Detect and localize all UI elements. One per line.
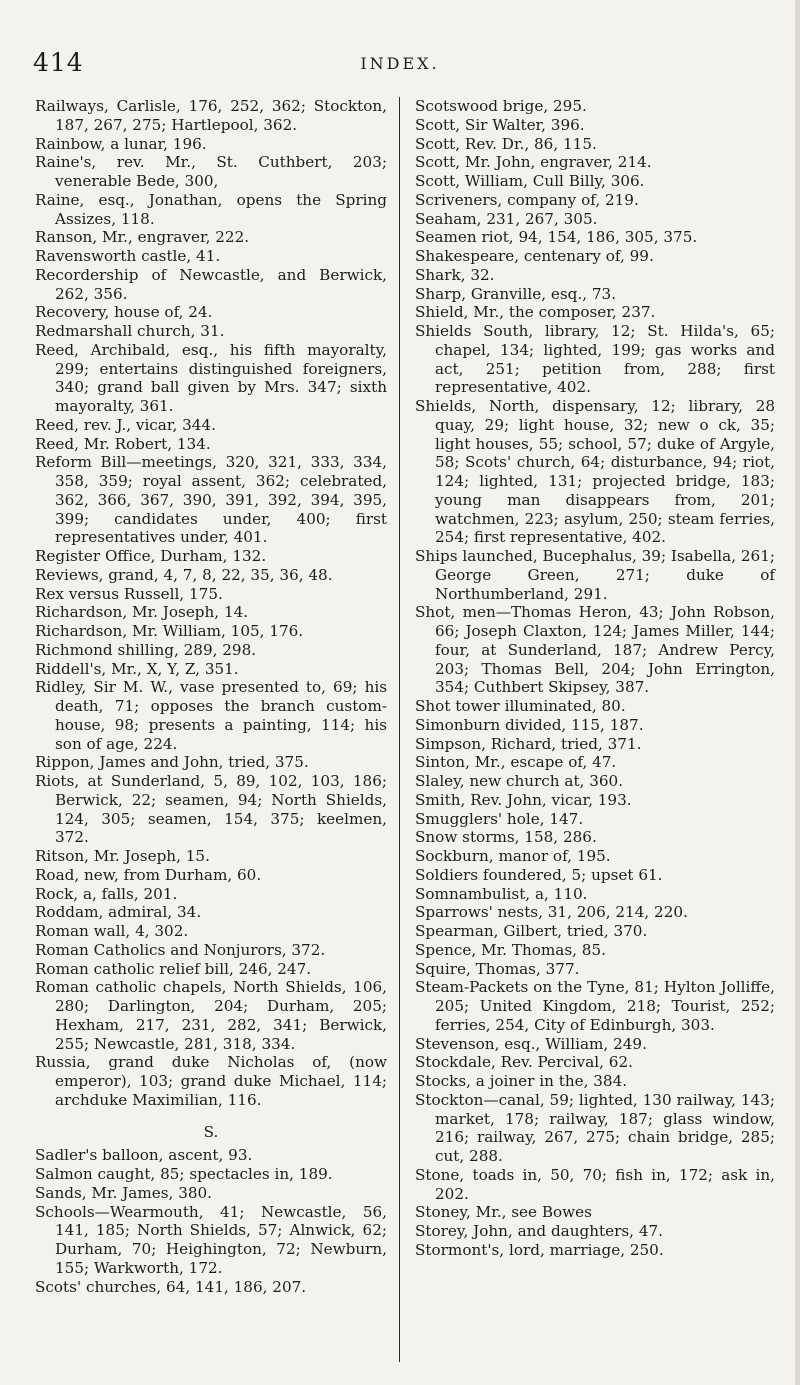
index-entry: Snow storms, 158, 286. [415, 828, 597, 847]
index-entry: Roman Catholics and Nonjurors, 372. [35, 940, 326, 959]
index-entry: Rock, a, falls, 201. [35, 884, 178, 903]
index-entry: Russia, grand duke Nicholas of, (now emperor), 103; grand duke Michael, 114; archduke Maximilian, 116. [35, 1053, 387, 1109]
index-entry: Seamen riot, 94, 154, 186, 305, 375. [415, 228, 698, 247]
index-entry: Register Office, Durham, 132. [35, 547, 267, 565]
index-entry: Stone, toads in, 50, 70; fish in, 172; ask in, 202. [415, 1165, 775, 1203]
section-letter: S. [203, 1122, 219, 1141]
running-head: INDEX. [360, 54, 440, 73]
index-entry: Sinton, Mr., escape of, 47. [415, 753, 617, 772]
index-entry: Recovery, house of, 24. [35, 303, 213, 322]
index-entry: Sockburn, manor of, 195. [415, 847, 611, 865]
index-entry: Scriveners, company of, 219. [415, 190, 639, 209]
index-entry: Roman catholic chapels, North Shields, 106, 280; Darlington, 204; Durham, 205; Hexham, 217, 231, 282, 341; Berwick, 255; Newcastle, 281, 318, 334. [35, 978, 387, 1053]
index-entry: Shakespeare, centenary of, 99. [415, 247, 654, 265]
index-entry: Reed, Mr. Robert, 134. [35, 434, 211, 453]
index-entry: Richardson, Mr. William, 105, 176. [35, 622, 304, 640]
index-entry: Road, new, from Durham, 60. [35, 865, 262, 884]
index-entry: Squire, Thomas, 377. [415, 959, 580, 978]
index-entry: Simonburn divided, 115, 187. [415, 715, 644, 734]
index-entry: Seaham, 231, 267, 305. [415, 209, 598, 228]
index-entry: Roddam, admiral, 34. [35, 903, 202, 922]
index-entry: Reviews, grand, 4, 7, 8, 22, 35, 36, 48. [35, 565, 333, 584]
index-entry: Reed, rev. J., vicar, 344. [35, 415, 216, 434]
index-entry: Sharp, Granville, esq., 73. [415, 284, 617, 303]
index-entry: Scott, Rev. Dr., 86, 115. [415, 134, 597, 153]
index-entry: Sparrows' nests, 31, 206, 214, 220. [415, 903, 688, 922]
page-edge [795, 0, 800, 1385]
index-entry: Reform Bill—meetings, 320, 321, 333, 334, 358, 359; royal assent, 362; celebrated, 362, 366, 367, 390, 391, 392, 394, 395, 399; candidates under, 400; first representatives under, 401. [35, 453, 387, 547]
index-entry: Somnambulist, a, 110. [415, 884, 588, 903]
index-entry: Smugglers' hole, 147. [415, 809, 584, 828]
index-entry: Shields South, library, 12; St. Hilda's, 65; chapel, 134; lighted, 199; gas works and act, 251; petition from, 288; first representative, 402. [415, 322, 775, 397]
index-entry: Roman catholic relief bill, 246, 247. [35, 959, 312, 978]
index-entry: Smith, Rev. John, vicar, 193. [415, 790, 632, 809]
right-column [415, 97, 775, 1260]
index-entry: Raine, esq., Jonathan, opens the Spring Assizes, 118. [35, 190, 387, 228]
index-entry: Stocks, a joiner in the, 384. [415, 1072, 628, 1090]
index-entry: Stockton—canal, 59; lighted, 130 railway, 143; market, 178; railway, 187; glass window, 216; railway, 267, 275; chain bridge, 285; cut, 288. [415, 1090, 775, 1165]
index-entry: Scott, William, Cull Billy, 306. [415, 172, 645, 190]
index-entry: Stormont's, lord, marriage, 250. [415, 1240, 664, 1259]
index-entry: Simpson, Richard, tried, 371. [415, 734, 642, 753]
index-entry: Rippon, James and John, tried, 375. [35, 753, 309, 772]
index-entry: Steam-Packets on the Tyne, 81; Hylton Jolliffe, 205; United Kingdom, 218; Tourist, 252; ferries, 254, City of Edinburgh, 303. [415, 978, 775, 1034]
index-entry: Ranson, Mr., engraver, 222. [35, 228, 250, 247]
index-entry: Shark, 32. [415, 265, 495, 284]
left-column [35, 97, 387, 1296]
index-entry: Raine's, rev. Mr., St. Cuthbert, 203; venerable Bede, 300, [35, 153, 387, 190]
index-entry: Stockdale, Rev. Percival, 62. [415, 1053, 633, 1072]
index-entry: Railways, Carlisle, 176, 252, 362; Stockton, 187, 267, 275; Hartlepool, 362. [35, 97, 387, 134]
index-entry: Spearman, Gilbert, tried, 370. [415, 922, 648, 940]
index-entry: Ravensworth castle, 41. [35, 247, 221, 265]
page-header [0, 48, 800, 78]
index-entry: Stoney, Mr., see Bowes [415, 1203, 592, 1222]
index-entry: Redmarshall church, 31. [35, 322, 225, 340]
index-entry: Roman wall, 4, 302. [35, 922, 189, 940]
index-entry: Spence, Mr. Thomas, 85. [415, 940, 606, 959]
index-entry: Soldiers foundered, 5; upset 61. [415, 865, 663, 884]
page-number: 414 [33, 48, 84, 77]
index-entry: Ships launched, Bucephalus, 39; Isabella, 261; George Green, 271; duke of Northumberland, 291. [415, 547, 775, 603]
index-entry: Salmon caught, 85; spectacles in, 189. [35, 1165, 333, 1183]
index-entry: Recordership of Newcastle, and Berwick, 262, 356. [35, 265, 387, 303]
index-entry: Shield, Mr., the composer, 237. [415, 303, 656, 322]
index-entry: Riddell's, Mr., X, Y, Z, 351. [35, 659, 239, 678]
index-entry: Scotswood brige, 295. [415, 97, 587, 115]
index-entry: Shot, men—Thomas Heron, 43; John Robson, 66; Joseph Claxton, 124; James Miller, 144; four, at Sunderland, 187; Andrew Percy, 203; Thomas Bell, 204; John Errington, 354; Cuthbert Skipsey, 387. [415, 603, 775, 697]
index-entry: Scott, Sir Walter, 396. [415, 115, 585, 134]
index-entry: Riots, at Sunderland, 5, 89, 102, 103, 186; Berwick, 22; seamen, 94; North Shields, 124, 305; seamen, 154, 375; keelmen, 372. [35, 772, 387, 847]
column-divider [399, 97, 400, 1362]
index-entry: Storey, John, and daughters, 47. [415, 1222, 663, 1240]
index-entry: Ridley, Sir M. W., vase presented to, 69; his death, 71; opposes the branch custom-house, 98; presents a painting, 114; his son of age, 224. [35, 678, 387, 753]
index-entry: Schools—Wearmouth, 41; Newcastle, 56, 141, 185; North Shields, 57; Alnwick, 62; Durham, 70; Heighington, 72; Newburn, 155; Warkworth, 172. [35, 1202, 387, 1277]
index-entry: Scott, Mr. John, engraver, 214. [415, 153, 652, 172]
index-entry: Sadler's balloon, ascent, 93. [35, 1146, 253, 1165]
index-entry: Shields, North, dispensary, 12; library, 28 quay, 29; light house, 32; new o ck, 35; light houses, 55; school, 57; duke of Argyle, 58; Scots' church, 64; disturbance, 94; riot, 124; lighted, 131; projected bridge, 183; young man disappears from, 201; watchmen, 223; asylum, 250; steam ferries, 254; first representative, 402. [415, 397, 775, 547]
index-entry: Stevenson, esq., William, 249. [415, 1034, 647, 1053]
index-entry: Ritson, Mr. Joseph, 15. [35, 847, 210, 865]
index-entry: Richardson, Mr. Joseph, 14. [35, 603, 249, 622]
index-entry: Reed, Archibald, esq., his fifth mayoralty, 299; entertains distinguished foreigners, 340; grand ball given by Mrs. 347; sixth mayoralty, 361. [35, 340, 387, 415]
index-entry: Scots' churches, 64, 141, 186, 207. [35, 1277, 307, 1296]
index-entry: Richmond shilling, 289, 298. [35, 640, 257, 659]
index-entry: Slaley, new church at, 360. [415, 772, 624, 790]
index-entry: Sands, Mr. James, 380. [35, 1183, 213, 1202]
index-entry: Rex versus Russell, 175. [35, 584, 223, 603]
index-entry: Shot tower illuminated, 80. [415, 697, 626, 715]
index-entry: Rainbow, a lunar, 196. [35, 134, 207, 153]
